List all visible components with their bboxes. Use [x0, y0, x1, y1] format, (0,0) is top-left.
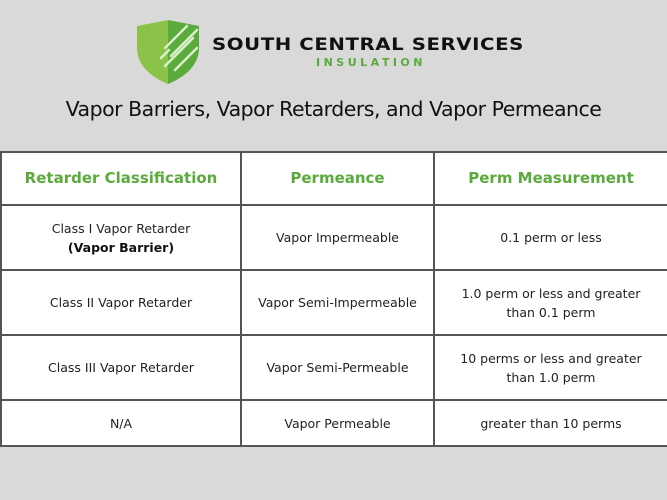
table-row — [1, 400, 667, 446]
brand-name: SOUTH CENTRAL SERVICES — [212, 35, 524, 55]
cell-classification: Class III Vapor Retarder — [1, 335, 241, 400]
shield-icon — [135, 20, 201, 84]
cell-classification: Class II Vapor Retarder — [1, 270, 241, 335]
brand-subtitle: INSULATION — [316, 56, 426, 69]
header-perm-measurement: Perm Measurement — [434, 152, 667, 205]
cell-classification: Class I Vapor Retarder (Vapor Barrier) — [1, 205, 241, 270]
cell-permeance: Vapor Semi-Permeable — [241, 335, 434, 400]
cell-classification: N/A — [1, 400, 241, 446]
table-header-row — [1, 152, 667, 205]
page-title: Vapor Barriers, Vapor Retarders, and Vapor Permeance — [65, 97, 602, 121]
table-row — [1, 205, 667, 270]
cell-permeance: Vapor Impermeable — [241, 205, 434, 270]
brand-logo — [135, 20, 535, 84]
table-row — [1, 335, 667, 400]
cell-permeance: Vapor Permeable — [241, 400, 434, 446]
vapor-barrier-note: (Vapor Barrier) — [67, 239, 175, 255]
cell-measurement: 10 perms or less and greater than 1.0 perm — [434, 335, 667, 400]
cell-permeance: Vapor Semi-Impermeable — [241, 270, 434, 335]
cell-measurement: greater than 10 perms — [434, 400, 667, 446]
table-row — [1, 270, 667, 335]
header-permeance: Permeance — [241, 152, 434, 205]
cell-measurement: 0.1 perm or less — [434, 205, 667, 270]
vapor-retarder-table — [0, 151, 667, 447]
cell-measurement: 1.0 perm or less and greater than 0.1 perm — [434, 270, 667, 335]
header-retarder-classification: Retarder Classification — [1, 152, 241, 205]
